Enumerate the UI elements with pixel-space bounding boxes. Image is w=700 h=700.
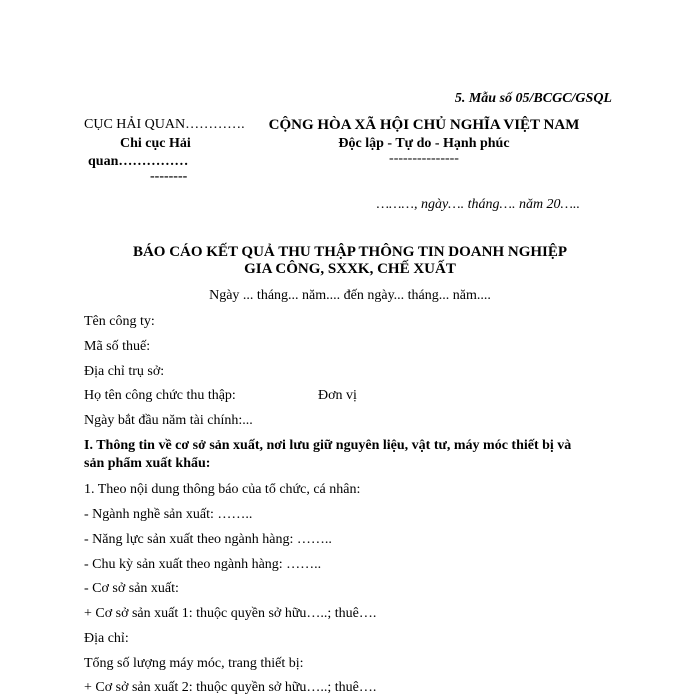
- section1-item: + Cơ sở sản xuất 2: thuộc quyền sở hữu…..; thuê….: [84, 680, 377, 695]
- agency-rule: --------: [150, 169, 188, 184]
- section1-item: - Cơ sở sản xuất:: [84, 581, 179, 596]
- sub-agency-name-cont: quan……………: [88, 154, 189, 169]
- tax-code-label: Mã số thuế:: [84, 339, 151, 354]
- section1-heading-cont: sản phẩm xuất khẩu:: [84, 456, 211, 471]
- section1-item: Tổng số lượng máy móc, trang thiết bị:: [84, 656, 304, 671]
- address-label: Địa chỉ trụ sở:: [84, 364, 165, 379]
- section1-item: 1. Theo nội dung thông báo của tổ chức, cá nhân:: [84, 482, 361, 497]
- report-period: Ngày ... tháng... năm.... đến ngày... tháng... năm....: [209, 288, 491, 303]
- agency-name: CỤC HẢI QUAN………….: [84, 117, 245, 132]
- form-number: 5. Mẫu số 05/BCGC/GSQL: [454, 91, 612, 106]
- unit-label: Đơn vị: [318, 388, 357, 403]
- fiscal-start-label: Ngày bắt đầu năm tài chính:...: [84, 413, 253, 428]
- section1-item: - Chu kỳ sản xuất theo ngành hàng: ……..: [84, 557, 322, 572]
- republic-title: CỘNG HÒA XÃ HỘI CHỦ NGHĨA VIỆT NAM: [268, 117, 580, 133]
- motto-rule: ---------------: [389, 151, 459, 166]
- date-line: ………, ngày…. tháng…. năm 20…..: [376, 197, 580, 212]
- sub-agency-name: Chi cục Hải: [120, 136, 191, 151]
- company-name-label: Tên công ty:: [84, 314, 155, 329]
- section1-item: + Cơ sở sản xuất 1: thuộc quyền sở hữu…..; thuê….: [84, 606, 377, 621]
- national-motto: Độc lập - Tự do - Hạnh phúc: [338, 136, 510, 151]
- officer-label: Họ tên công chức thu thập:: [84, 388, 236, 403]
- section1-item: - Năng lực sản xuất theo ngành hàng: ……..: [84, 532, 332, 547]
- report-title-line1: BÁO CÁO KẾT QUẢ THU THẬP THÔNG TIN DOANH NGHIỆP: [132, 244, 568, 260]
- section1-heading: I. Thông tin về cơ sở sản xuất, nơi lưu giữ nguyên liệu, vật tư, máy móc thiết bị và: [84, 438, 572, 453]
- section1-item: Địa chỉ:: [84, 631, 129, 646]
- report-title-line2: GIA CÔNG, SXXK, CHẾ XUẤT: [244, 261, 456, 277]
- section1-item: - Ngành nghề sản xuất: ……..: [84, 507, 253, 522]
